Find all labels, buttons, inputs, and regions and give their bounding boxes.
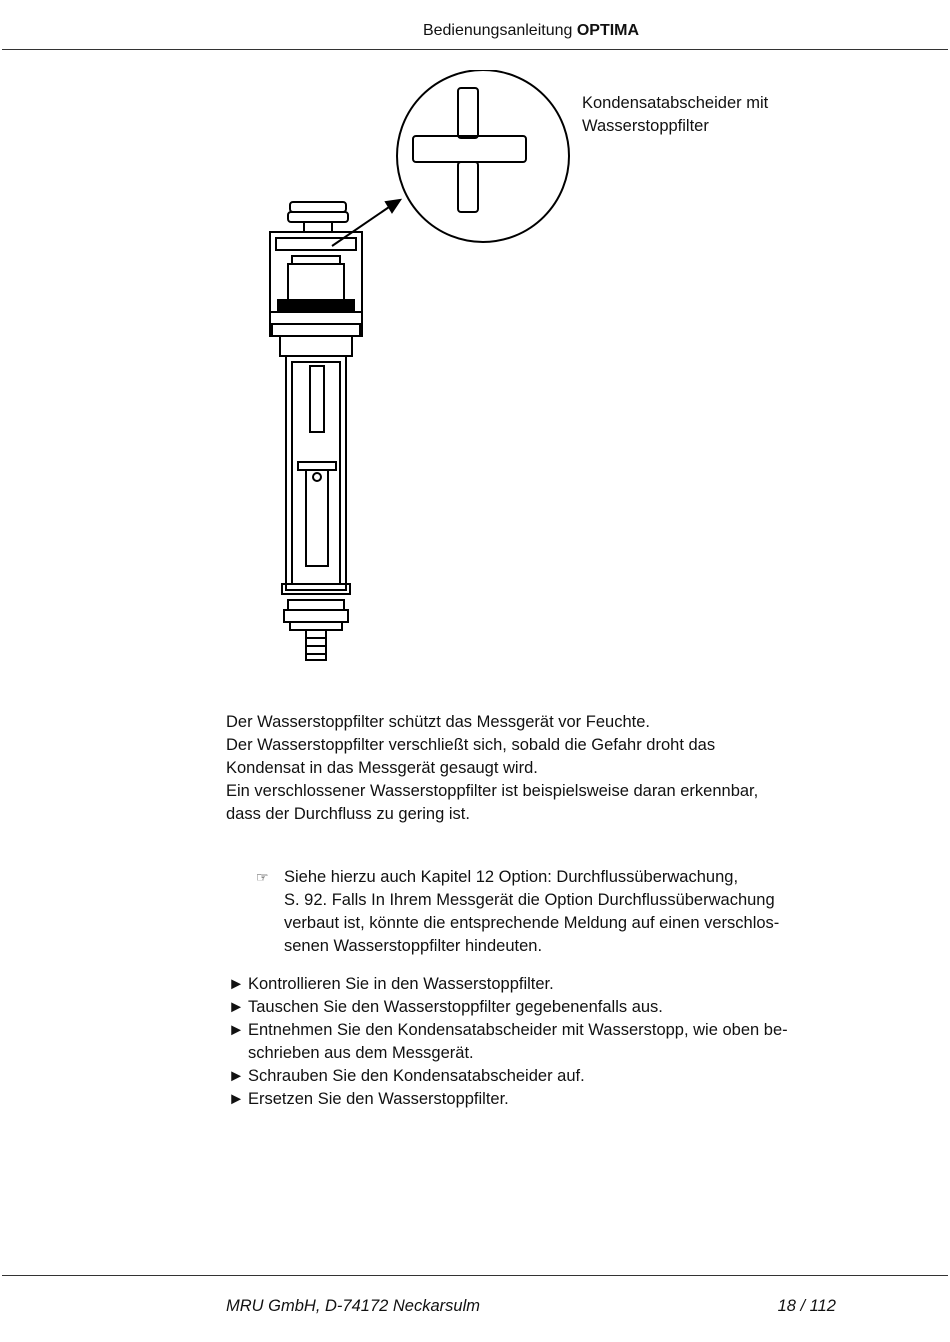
header-rule (2, 49, 948, 50)
top-knob (290, 202, 346, 212)
step-list (228, 973, 848, 1111)
step-marker-icon: ► (228, 975, 245, 993)
step-marker-icon: ► (228, 998, 245, 1016)
step-item: ► Entnehmen Sie den Kondensatabscheider mit Wasserstopp, wie oben be- (228, 1019, 848, 1042)
pointing-hand-icon: ☞ (256, 869, 269, 885)
header-product: OPTIMA (576, 22, 640, 39)
detail-circle (397, 70, 569, 242)
paragraph-line: Der Wasserstoppfilter verschließt sich, sobald die Gefahr droht das (226, 736, 716, 754)
paragraph-line: Ein verschlossener Wasserstoppfilter ist beispielsweise daran erkennbar, (226, 782, 759, 800)
step-item-continuation: schrieben aus dem Messgerät. (248, 1044, 474, 1062)
note-line: Siehe hierzu auch Kapitel 12 Option: Durchflussüberwachung, (284, 868, 739, 886)
step-marker-icon: ► (228, 1090, 245, 1108)
upper-housing (270, 232, 362, 336)
paragraph-line: dass der Durchfluss zu gering ist. (226, 805, 470, 823)
header-prefix: Bedienungsanleitung (422, 22, 577, 39)
paragraph-line: Der Wasserstoppfilter schützt das Messgerät vor Feuchte. (226, 713, 650, 731)
note-line: S. 92. Falls In Ihrem Messgerät die Option Durchflussüberwachung (284, 891, 775, 909)
step-marker-icon: ► (228, 1067, 245, 1085)
footer-company: MRU GmbH, D-74172 Neckarsulm (226, 1297, 480, 1315)
filter-disc (413, 136, 526, 162)
note-line: senen Wasserstoppfilter hindeuten. (284, 937, 543, 955)
step-marker-icon: ► (228, 1021, 245, 1039)
page-number: 18 / 112 (777, 1297, 836, 1315)
body-paragraph (226, 711, 846, 826)
footer-rule (2, 1275, 948, 1276)
note-line: verbaut ist, könnte die entsprechende Meldung auf einen verschlos- (284, 914, 780, 932)
step-item: ► Schrauben Sie den Kondensatabscheider auf. (228, 1065, 848, 1088)
page-header (0, 22, 950, 40)
figure-callout (582, 92, 832, 138)
paragraph-line: Kondensat in das Messgerät gesaugt wird. (226, 759, 538, 777)
filter-stem-bottom (458, 162, 478, 212)
bottom-flange (288, 600, 344, 610)
tube (280, 336, 352, 356)
step-item: ► Ersetzen Sie den Wasserstoppfilter. (228, 1088, 848, 1111)
step-item: ► Kontrollieren Sie in den Wasserstoppfilter. (228, 973, 848, 996)
condensate-separator-drawing (260, 70, 580, 670)
step-item: ► Tauschen Sie den Wasserstoppfilter gegebenenfalls aus. (228, 996, 848, 1019)
filter-stem-top (458, 88, 478, 138)
note-text (284, 866, 834, 958)
callout-line-2: Wasserstoppfilter (582, 117, 709, 135)
callout-line-1: Kondensatabscheider mit (582, 94, 769, 112)
